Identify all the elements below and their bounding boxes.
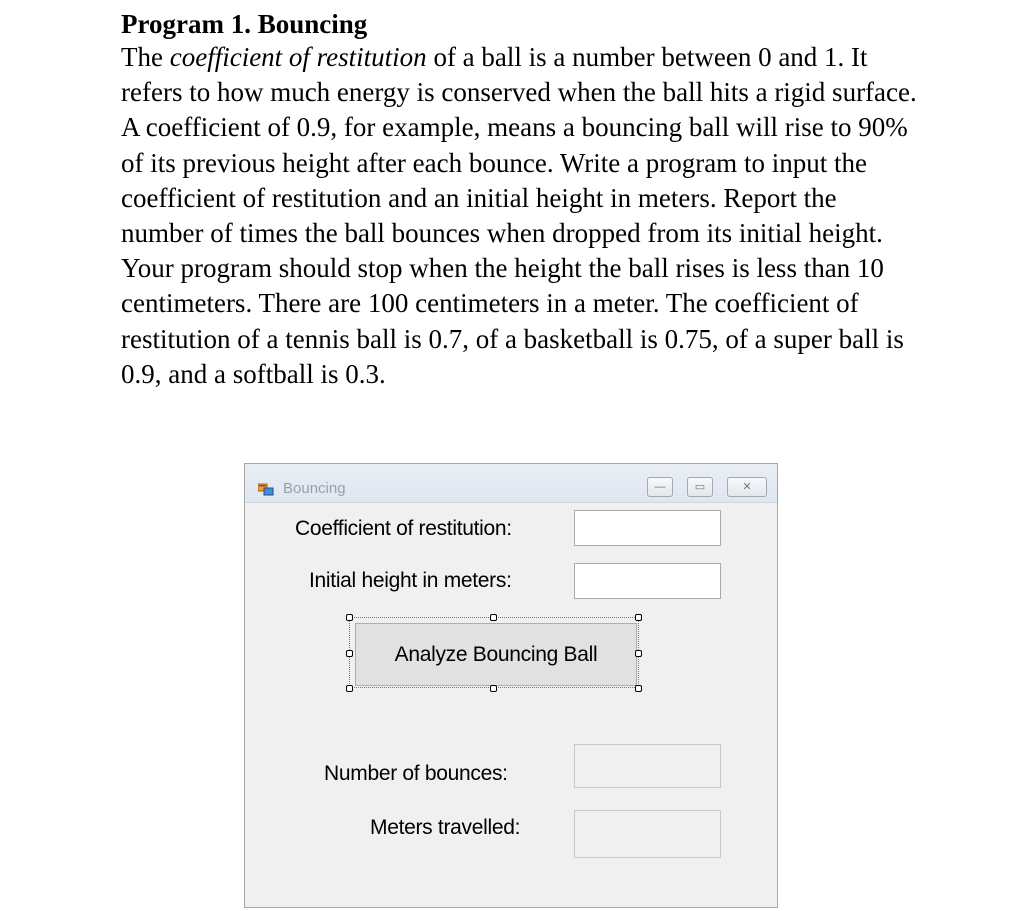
coefficient-input[interactable] (574, 510, 721, 546)
intro-prefix: The (121, 42, 170, 72)
close-button[interactable] (727, 477, 767, 497)
document-body (121, 40, 921, 392)
close-icon: ✕ (742, 481, 752, 493)
bounces-label: Number of bounces: (324, 762, 508, 785)
analyze-bouncing-ball-button[interactable]: Analyze Bouncing Ball (355, 623, 637, 686)
resize-handle-bottom[interactable] (490, 685, 497, 692)
minimize-icon: — (654, 481, 666, 493)
meters-output (574, 810, 721, 858)
resize-handle-top-right[interactable] (635, 614, 642, 621)
maximize-icon: ▭ (694, 481, 706, 493)
resize-handle-bottom-left[interactable] (346, 685, 353, 692)
form-app-icon (258, 482, 274, 496)
meters-label: Meters travelled: (370, 816, 521, 839)
term-coefficient-of-restitution: coefficient of restitution (169, 42, 427, 72)
coefficient-label: Coefficient of restitution: (295, 517, 512, 540)
title-bar[interactable] (245, 464, 777, 503)
bouncing-window (244, 463, 778, 908)
resize-handle-left[interactable] (346, 650, 353, 657)
maximize-button[interactable] (687, 477, 713, 497)
height-input[interactable] (574, 563, 721, 599)
document-heading: Program 1. Bouncing (121, 9, 368, 39)
resize-handle-top-left[interactable] (346, 614, 353, 621)
minimize-button[interactable] (647, 477, 673, 497)
bounces-output (574, 744, 721, 788)
form-client-area (251, 503, 771, 901)
description-text: of a ball is a number between 0 and 1. It refers to how much energy is conserved when the ball hits a rigid surface. A coefficient of 0.9, for example, means a bouncing ball will rise to 90% of its previous height after each bounce. Write a program to input the coefficient of restitution and an initial height in meters. Report the number of times the ball bounces when dropped from its initial height. Your program should stop when the height the ball rises is less than 10 centimeters. There are 100 centimeters in a meter. The coefficient of restitution of a tennis ball is 0.7, of a basketball is 0.75, of a super ball is 0.9, and a softball is 0.3. (121, 42, 917, 389)
assignment-document (121, 8, 921, 392)
window-title: Bouncing (283, 480, 346, 497)
resize-handle-top[interactable] (490, 614, 497, 621)
height-label: Initial height in meters: (309, 569, 512, 592)
resize-handle-bottom-right[interactable] (635, 685, 642, 692)
resize-handle-right[interactable] (635, 650, 642, 657)
